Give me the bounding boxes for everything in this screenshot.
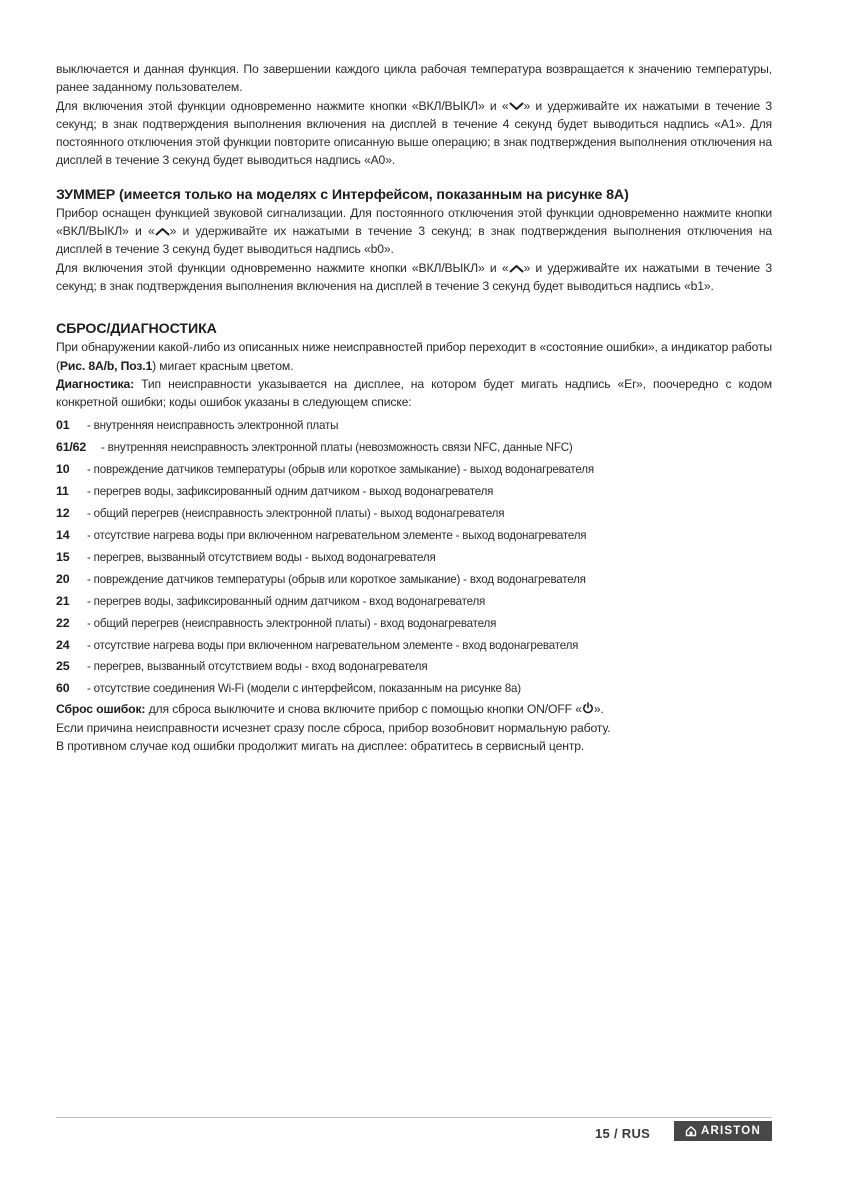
error-row <box>56 415 772 437</box>
error-description: - перегрев воды, зафиксированный одним датчиком - выход водонагревателя <box>87 485 494 499</box>
chevron-up-icon <box>155 227 170 236</box>
error-code: 22 <box>56 615 70 630</box>
brand-name: ARISTON <box>701 1125 761 1137</box>
error-description: - отсутствие соединения Wi-Fi (модели с интерфейсом, показанным на рисунке 8a) <box>87 682 521 696</box>
error-code: 12 <box>56 506 70 521</box>
error-description: - отсутствие нагрева воды при включенном нагревательном элементе - вход водонагревателя <box>87 638 579 652</box>
error-row <box>56 678 772 700</box>
error-row <box>56 635 772 657</box>
error-row <box>56 437 772 459</box>
footer-divider <box>56 1117 772 1118</box>
error-code: 10 <box>56 462 70 477</box>
error-row <box>56 569 772 591</box>
buzzer-paragraph-1: Прибор оснащен функцией звуковой сигнализации. Для постоянного отключения этой функции одновременно нажмите кнопки «ВКЛ/ВЫКЛ» и « » и удерживайте их нажатыми в течение 3 секунд; в знак подтверждения выполнения отключения на дисплей в течение 3 секунд будет выводиться надпись «b0». <box>56 205 772 257</box>
diagnostics-paragraph-1: При обнаружении какой-либо из описанных ниже неисправностей прибор переходит в «состояние ошибки», а индикатор работы (Рис. 8A/b, Поз.1) мигает красным цветом. <box>56 340 772 373</box>
error-description: - повреждение датчиков температуры (обрыв или короткое замыкание) - вход водонагревателя <box>87 572 586 586</box>
document-body <box>56 60 772 755</box>
power-icon <box>582 702 594 714</box>
error-description: - перегрев воды, зафиксированный одним датчиком - вход водонагревателя <box>87 594 486 608</box>
reset-paragraph-2: Если причина неисправности исчезнет сразу после сброса, прибор возобновит нормальную работу. <box>56 720 611 735</box>
error-row <box>56 459 772 481</box>
intro-paragraph-1: выключается и данная функция. По завершении каждого цикла рабочая температура возвращается к значению температуры, ранее заданному пользователем. <box>56 62 772 95</box>
brand-logo <box>674 1121 772 1141</box>
diagnostics-label: Диагностика: <box>56 376 135 391</box>
diagnostics-paragraph-2: Диагностика: Тип неисправности указывается на дисплее, на котором будет мигать надпись «Er», поочередно с кодом конкретной ошибки; коды ошибок указаны в следующем списке: <box>56 376 772 410</box>
reset-paragraph-3: В противном случае код ошибки продолжит мигать на дисплее: обратитесь в сервисный центр. <box>56 738 585 753</box>
buzzer-paragraph-2: Для включения этой функции одновременно нажмите кнопки «ВКЛ/ВЫКЛ» и « » и удерживайте их нажатыми в течение 3 секунд; в знак подтверждения выполнения включения на дисплей в течение 3 секунд будет выводиться надпись «b1». <box>56 260 772 293</box>
error-code: 15 <box>56 549 70 564</box>
buzzer-heading: ЗУММЕР (имеется только на моделях с Интерфейсом, показанным на рисунке 8A) <box>56 186 629 203</box>
error-code: 20 <box>56 571 70 586</box>
error-code-list <box>56 415 772 700</box>
error-code: 25 <box>56 659 70 674</box>
error-row <box>56 481 772 503</box>
chevron-up-icon <box>509 264 524 273</box>
diagnostics-heading: СБРОС/ДИАГНОСТИКА <box>56 321 217 338</box>
error-row <box>56 525 772 547</box>
error-code: 21 <box>56 593 70 608</box>
error-row <box>56 656 772 678</box>
figure-reference: Рис. 8A/b, Поз.1 <box>59 358 153 373</box>
house-icon <box>685 1125 697 1137</box>
error-row <box>56 613 772 635</box>
error-code: 11 <box>56 484 69 499</box>
intro-paragraph-2: Для включения этой функции одновременно нажмите кнопки «ВКЛ/ВЫКЛ» и « » и удерживайте их нажатыми в течение 3 секунд; в знак подтверждения выполнения включения на дисплей в течение 4 секунд будет выводиться надпись «A1». Для постоянного отключения этой функции повторите описанную выше операцию; в знак подтверждения выполнения отключения на дисплей в течение 3 секунд будет выводиться надпись «A0». <box>56 98 772 168</box>
error-code: 01 <box>56 418 70 433</box>
reset-label: Сброс ошибок: <box>56 702 146 717</box>
error-description: - повреждение датчиков температуры (обрыв или короткое замыкание) - выход водонагревателя <box>87 463 594 477</box>
page-number: 15 / RUS <box>595 1126 651 1141</box>
error-description: - внутренняя неисправность электронной платы (невозможность связи NFC, данные NFC) <box>101 441 573 455</box>
error-row <box>56 591 772 613</box>
error-description: - общий перегрев (неисправность электронной платы) - выход водонагревателя <box>87 507 505 521</box>
error-code: 61/62 <box>56 440 87 455</box>
error-description: - перегрев, вызванный отсутствием воды - вход водонагревателя <box>87 660 428 674</box>
error-code: 60 <box>56 681 70 696</box>
reset-paragraph-1: Сброс ошибок: для сброса выключите и снова включите прибор с помощью кнопки ON/OFF « ». <box>56 702 604 717</box>
error-code: 14 <box>56 527 70 542</box>
error-description: - отсутствие нагрева воды при включенном нагревательном элементе - выход водонагревателя <box>87 528 587 542</box>
chevron-down-icon <box>509 102 524 111</box>
error-description: - внутренняя неисправность электронной платы <box>87 419 339 433</box>
error-code: 24 <box>56 637 70 652</box>
error-row <box>56 547 772 569</box>
error-description: - перегрев, вызванный отсутствием воды - выход водонагревателя <box>87 550 436 564</box>
error-row <box>56 503 772 525</box>
error-description: - общий перегрев (неисправность электронной платы) - вход водонагревателя <box>87 616 497 630</box>
